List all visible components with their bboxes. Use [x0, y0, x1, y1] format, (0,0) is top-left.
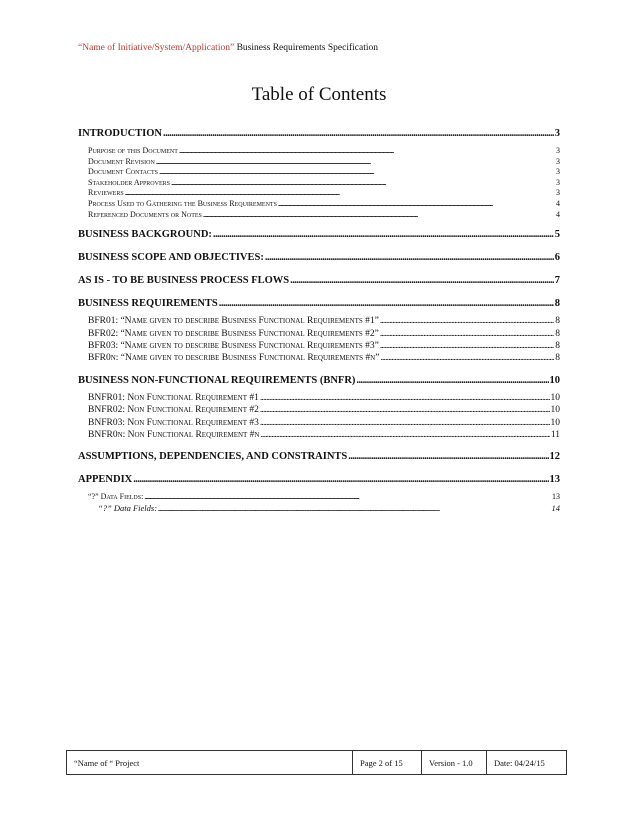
toc-subsection-entry[interactable] [78, 157, 560, 168]
dot-leader [380, 316, 554, 326]
toc-page-number: 12 [549, 451, 560, 463]
toc-entry-label: BFR0n: “Name given to describe Business Functional Requirements #n” [88, 353, 380, 364]
dot-leader [179, 146, 555, 155]
footer-date: Date: 04/24/15 [494, 757, 545, 768]
toc-entry-label: BFR01: “Name given to describe Business Functional Requirements #1” [88, 316, 379, 327]
toc-page-number: 7 [554, 275, 560, 287]
toc-subsection-group [78, 146, 560, 220]
toc-subsection-entry[interactable] [78, 393, 560, 405]
toc-title: Table of Contents [251, 84, 387, 105]
toc-entry-label: BNFR0n: Non Functional Requirement #n [88, 429, 260, 440]
toc-entry-label: Document Contacts [88, 167, 158, 177]
toc-section-entry[interactable] [78, 229, 560, 243]
dot-leader [203, 210, 555, 219]
toc-subsection-entry[interactable] [78, 316, 560, 328]
toc-entry-label: AS IS - TO BE BUSINESS PROCESS FLOWS [78, 275, 290, 287]
toc-page-number: 8 [555, 316, 560, 327]
toc-section-entry[interactable] [78, 375, 560, 389]
toc-page-number: 4 [556, 209, 560, 219]
toc-page-number: 10 [550, 405, 560, 416]
dot-leader [159, 167, 555, 176]
toc-entry-label: BNFR02: Non Functional Requirement #2 [88, 405, 259, 416]
toc-entry-label: BFR02: “Name given to describe Business Functional Requirements #2” [88, 328, 379, 339]
toc-page-number: 6 [554, 252, 560, 264]
toc-page-number: 3 [556, 146, 560, 155]
table-of-contents [78, 128, 560, 523]
toc-entry-label: “?” Data Fields: [88, 492, 144, 502]
toc-entry-label: BUSINESS SCOPE AND OBJECTIVES: [78, 252, 264, 264]
toc-page-number: 14 [551, 502, 560, 513]
toc-page-number: 3 [556, 167, 560, 177]
dot-leader [213, 229, 554, 240]
dot-leader [265, 252, 554, 263]
toc-entry-label: BFR03: “Name given to describe Business Functional Requirements #3” [88, 340, 379, 351]
toc-subsection-group [78, 492, 560, 514]
footer-project: “Name of “ Project [67, 751, 353, 774]
toc-entry-label: BNFR03: Non Functional Requirement #3 [88, 417, 259, 428]
toc-subsection-entry[interactable] [78, 146, 560, 157]
footer-page-number: Page 2 of 15 [353, 751, 422, 774]
toc-section-entry[interactable] [78, 474, 560, 488]
dot-leader [171, 178, 555, 187]
toc-entry-label: BUSINESS NON-FUNCTIONAL REQUIREMENTS (BNFR) [78, 374, 356, 386]
toc-page-number: 3 [556, 188, 560, 198]
toc-subsection-entry[interactable] [78, 430, 560, 442]
toc-page-number: 10 [549, 374, 560, 386]
dot-leader [380, 329, 554, 339]
toc-entry-label: BNFR01: Non Functional Requirement #1 [88, 392, 259, 403]
dot-leader [356, 375, 548, 386]
toc-page-number: 8 [555, 328, 560, 339]
toc-subsection-entry[interactable] [78, 167, 560, 178]
toc-page-number: 8 [554, 298, 560, 310]
toc-entry-label: Process Used to Gathering the Business Requirements [88, 198, 277, 208]
dot-leader [219, 298, 554, 309]
toc-page-number: 8 [555, 353, 560, 364]
toc-subsection-entry[interactable] [78, 492, 560, 503]
dot-leader [260, 430, 549, 440]
toc-entry-label: Reviewers [88, 188, 124, 198]
page-footer [66, 750, 567, 775]
toc-section-entry[interactable] [78, 128, 560, 142]
dot-leader [133, 474, 548, 485]
toc-page-number: 13 [549, 474, 560, 486]
toc-subsection-entry[interactable] [78, 329, 560, 341]
dot-leader [163, 128, 554, 139]
toc-page-number: 10 [550, 392, 560, 403]
toc-section-entry[interactable] [78, 252, 560, 266]
toc-subsection-group [78, 316, 560, 366]
toc-subsection-entry[interactable] [78, 503, 560, 514]
toc-subsection-entry[interactable] [78, 341, 560, 353]
dot-leader [278, 199, 555, 208]
dot-leader [144, 492, 551, 501]
header-document-name: “Name of Initiative/System/Application” [78, 43, 235, 53]
toc-section-entry[interactable] [78, 451, 560, 465]
toc-section-entry[interactable] [78, 298, 560, 312]
toc-page-number: 10 [550, 417, 560, 428]
toc-entry-label: APPENDIX [78, 474, 133, 486]
dot-leader [380, 353, 554, 363]
dot-leader [260, 393, 550, 403]
dot-leader [158, 503, 550, 513]
toc-entry-label: Referenced Documents or Notes [88, 209, 202, 219]
toc-page-number: 3 [554, 128, 560, 139]
toc-entry-label: BUSINESS REQUIREMENTS [78, 298, 218, 310]
toc-page-number: 11 [550, 429, 560, 440]
dot-leader [290, 275, 554, 286]
toc-subsection-entry[interactable] [78, 188, 560, 199]
dot-leader [260, 418, 550, 428]
toc-entry-label: Stakeholder Approvers [88, 177, 170, 187]
toc-entry-label: Purpose of this Document [88, 146, 178, 155]
toc-subsection-group [78, 393, 560, 443]
toc-subsection-entry[interactable] [78, 418, 560, 430]
dot-leader [348, 451, 548, 462]
toc-entry-label: “?” Data Fields: [98, 502, 158, 513]
toc-page-number: 5 [554, 229, 560, 241]
header-document-type: Business Requirements Specification [234, 43, 378, 53]
page-header [78, 43, 378, 53]
toc-page-number: 3 [556, 156, 560, 166]
toc-subsection-entry[interactable] [78, 210, 560, 221]
toc-page-number: 13 [552, 492, 560, 502]
toc-entry-label: INTRODUCTION [78, 128, 163, 139]
toc-entry-label: ASSUMPTIONS, DEPENDENCIES, AND CONSTRAINTS [78, 451, 348, 463]
footer-version: Version - 1.0 [422, 751, 487, 774]
toc-page-number: 3 [556, 177, 560, 187]
dot-leader [156, 157, 555, 166]
toc-section-entry[interactable] [78, 275, 560, 289]
dot-leader [260, 405, 550, 415]
toc-entry-label: Document Revision [88, 156, 155, 166]
toc-subsection-entry[interactable] [78, 178, 560, 189]
toc-subsection-entry[interactable] [78, 199, 560, 210]
toc-page-number: 8 [555, 340, 560, 351]
toc-page-number: 4 [556, 198, 560, 208]
toc-subsection-entry[interactable] [78, 353, 560, 365]
dot-leader [380, 341, 554, 351]
toc-entry-label: BUSINESS BACKGROUND: [78, 229, 212, 241]
toc-subsection-entry[interactable] [78, 405, 560, 417]
dot-leader [125, 188, 555, 197]
